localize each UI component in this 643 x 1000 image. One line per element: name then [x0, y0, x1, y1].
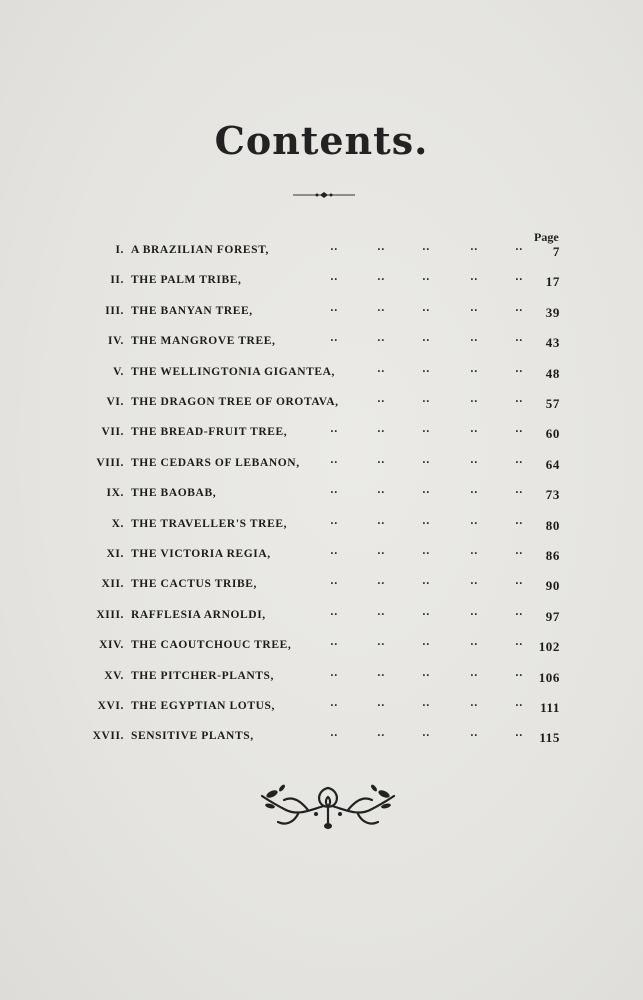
- chapter-number: XI.: [106, 548, 124, 560]
- leader-dots: ··: [377, 578, 385, 591]
- page-number: 57: [545, 396, 560, 411]
- page-number: 48: [545, 365, 560, 381]
- leader-dots: ··: [422, 730, 430, 743]
- leader-dots: ··: [470, 639, 478, 652]
- leader-dots: ··: [422, 487, 430, 500]
- chapter-title: SENSITIVE PLANTS,: [131, 730, 254, 743]
- toc-entry: [0, 426, 643, 446]
- toc-entry: [0, 700, 643, 720]
- leader-dots: ··: [470, 335, 478, 348]
- page-number: 39: [545, 304, 560, 320]
- leader-dots: ··: [330, 517, 338, 530]
- page-number: 102: [538, 639, 560, 655]
- leader-dots: ··: [470, 700, 478, 712]
- chapter-number: VI.: [106, 396, 124, 408]
- chapter-number: XII.: [101, 578, 124, 591]
- leader-dots: ··: [422, 548, 430, 560]
- chapter-title: THE BAOBAB,: [131, 487, 217, 500]
- leader-dots: ··: [470, 578, 478, 591]
- chapter-title: A BRAZILIAN FOREST,: [131, 244, 270, 256]
- leader-dots: ··: [422, 304, 430, 317]
- leader-dots: ··: [377, 426, 385, 439]
- leader-dots: ··: [515, 456, 523, 469]
- page-column-header: Page: [534, 230, 559, 244]
- leader-dots: ··: [422, 274, 430, 287]
- toc-entry: [0, 366, 643, 386]
- chapter-number: III.: [105, 304, 124, 317]
- toc-entry: [0, 274, 643, 294]
- leader-dots: ··: [515, 365, 523, 378]
- page-title: Contents.: [214, 118, 429, 163]
- chapter-title: THE WELLINGTONIA GIGANTEA,: [131, 365, 336, 378]
- leader-dots: ··: [470, 244, 478, 256]
- leader-dots: ··: [422, 608, 430, 621]
- toc-entry: [0, 396, 643, 416]
- leader-dots: ··: [515, 426, 523, 439]
- leader-dots: ··: [377, 335, 385, 348]
- leader-dots: ··: [470, 456, 478, 469]
- leader-dots: ··: [470, 274, 478, 287]
- chapter-number: V.: [113, 365, 124, 378]
- leader-dots: ··: [377, 274, 385, 287]
- chapter-number: I.: [115, 244, 124, 256]
- leader-dots: ··: [377, 730, 385, 743]
- page-number: 106: [538, 669, 560, 685]
- toc-entry: [0, 457, 643, 477]
- leader-dots: ··: [330, 274, 338, 287]
- leader-dots: ··: [515, 608, 523, 621]
- leader-dots: ··: [470, 487, 478, 500]
- leader-dots: ··: [422, 426, 430, 439]
- chapter-title: THE MANGROVE TREE,: [131, 335, 276, 348]
- leader-dots: ··: [470, 669, 478, 682]
- leader-dots: ··: [515, 274, 523, 287]
- leader-dots: ··: [422, 396, 430, 408]
- toc-entry: [0, 578, 643, 598]
- leader-dots: ··: [330, 487, 338, 500]
- leader-dots: ··: [422, 244, 430, 256]
- page-number: 80: [545, 517, 560, 533]
- leader-dots: ··: [377, 700, 385, 712]
- leader-dots: ··: [422, 639, 430, 652]
- toc-entry: [0, 670, 643, 690]
- page-number: 7: [552, 244, 560, 259]
- chapter-number: II.: [110, 274, 124, 287]
- divider-rule-icon: [293, 190, 355, 200]
- chapter-number: XIII.: [96, 608, 124, 621]
- floral-ornament-icon: [258, 780, 398, 832]
- leader-dots: ··: [377, 517, 385, 530]
- chapter-title: THE PALM TRIBE,: [131, 274, 242, 287]
- leader-dots: ··: [377, 304, 385, 317]
- leader-dots: ··: [377, 456, 385, 469]
- leader-dots: ··: [515, 244, 523, 256]
- leader-dots: ··: [470, 396, 478, 408]
- leader-dots: ··: [330, 335, 338, 348]
- chapter-title: THE TRAVELLER'S TREE,: [131, 517, 288, 530]
- toc-entry: [0, 730, 643, 750]
- page-number: 115: [539, 730, 560, 746]
- leader-dots: ··: [330, 700, 338, 712]
- leader-dots: ··: [330, 669, 338, 682]
- leader-dots: ··: [470, 517, 478, 530]
- leader-dots: ··: [377, 548, 385, 560]
- leader-dots: ··: [515, 730, 523, 743]
- chapter-number: XVI.: [97, 700, 124, 712]
- leader-dots: ··: [377, 244, 385, 256]
- page-number: 111: [540, 700, 560, 715]
- chapter-title: THE CEDARS OF LEBANON,: [131, 456, 300, 469]
- leader-dots: ··: [422, 517, 430, 530]
- page-number: 90: [545, 578, 560, 594]
- leader-dots: ··: [330, 426, 338, 439]
- leader-dots: ··: [470, 730, 478, 743]
- leader-dots: ··: [515, 396, 523, 408]
- leader-dots: ··: [470, 304, 478, 317]
- leader-dots: ··: [330, 578, 338, 591]
- toc-entry: [0, 335, 643, 355]
- chapter-number: XV.: [104, 669, 124, 682]
- leader-dots: ··: [515, 700, 523, 712]
- leader-dots: ··: [377, 396, 385, 408]
- toc-entry: [0, 305, 643, 325]
- page-number: 64: [545, 456, 560, 472]
- leader-dots: ··: [330, 639, 338, 652]
- leader-dots: ··: [377, 608, 385, 621]
- toc-entry: [0, 548, 643, 568]
- leader-dots: ··: [330, 244, 338, 256]
- toc-entry: [0, 639, 643, 659]
- leader-dots: ··: [330, 304, 338, 317]
- leader-dots: ··: [422, 578, 430, 591]
- chapter-title: THE BANYAN TREE,: [131, 304, 253, 317]
- page-number: 17: [545, 274, 560, 290]
- leader-dots: ··: [422, 365, 430, 378]
- leader-dots: ··: [330, 608, 338, 621]
- leader-dots: ··: [470, 608, 478, 621]
- chapter-title: THE PITCHER-PLANTS,: [131, 669, 275, 682]
- chapter-number: VII.: [101, 426, 124, 439]
- chapter-number: IX.: [106, 487, 124, 500]
- chapter-number: XVII.: [92, 730, 124, 743]
- leader-dots: ··: [330, 730, 338, 743]
- leader-dots: ··: [515, 335, 523, 348]
- page-number: 43: [545, 335, 560, 351]
- leader-dots: ··: [422, 700, 430, 712]
- leader-dots: ··: [515, 487, 523, 500]
- leader-dots: ··: [422, 669, 430, 682]
- chapter-title: THE CACTUS TRIBE,: [131, 578, 257, 591]
- toc-entry: [0, 244, 643, 264]
- chapter-number: IV.: [108, 335, 124, 348]
- chapter-number: X.: [111, 517, 124, 530]
- leader-dots: ··: [422, 335, 430, 348]
- leader-dots: ··: [377, 669, 385, 682]
- page-number: 73: [545, 487, 560, 503]
- leader-dots: ··: [515, 517, 523, 530]
- leader-dots: ··: [330, 548, 338, 560]
- chapter-title: THE CAOUTCHOUC TREE,: [131, 639, 292, 652]
- chapter-title: THE DRAGON TREE OF OROTAVA,: [131, 396, 339, 408]
- leader-dots: ··: [377, 487, 385, 500]
- leader-dots: ··: [515, 578, 523, 591]
- toc-entry: [0, 518, 643, 538]
- chapter-number: VIII.: [96, 456, 124, 469]
- page-number: 86: [545, 548, 560, 563]
- chapter-title: RAFFLESIA ARNOLDI,: [131, 608, 266, 621]
- chapter-title: THE VICTORIA REGIA,: [131, 548, 271, 560]
- chapter-title: THE EGYPTIAN LOTUS,: [131, 700, 275, 712]
- chapter-title: THE BREAD-FRUIT TREE,: [131, 426, 288, 439]
- page-number: 97: [545, 608, 560, 624]
- leader-dots: ··: [470, 365, 478, 378]
- leader-dots: ··: [470, 548, 478, 560]
- leader-dots: ··: [515, 669, 523, 682]
- chapter-number: XIV.: [99, 639, 124, 652]
- page-number: 60: [545, 426, 560, 442]
- leader-dots: ··: [377, 365, 385, 378]
- toc-entry: [0, 609, 643, 629]
- leader-dots: ··: [515, 639, 523, 652]
- leader-dots: ··: [330, 456, 338, 469]
- leader-dots: ··: [515, 548, 523, 560]
- toc-entry: [0, 487, 643, 507]
- leader-dots: ··: [470, 426, 478, 439]
- leader-dots: ··: [422, 456, 430, 469]
- leader-dots: ··: [377, 639, 385, 652]
- leader-dots: ··: [515, 304, 523, 317]
